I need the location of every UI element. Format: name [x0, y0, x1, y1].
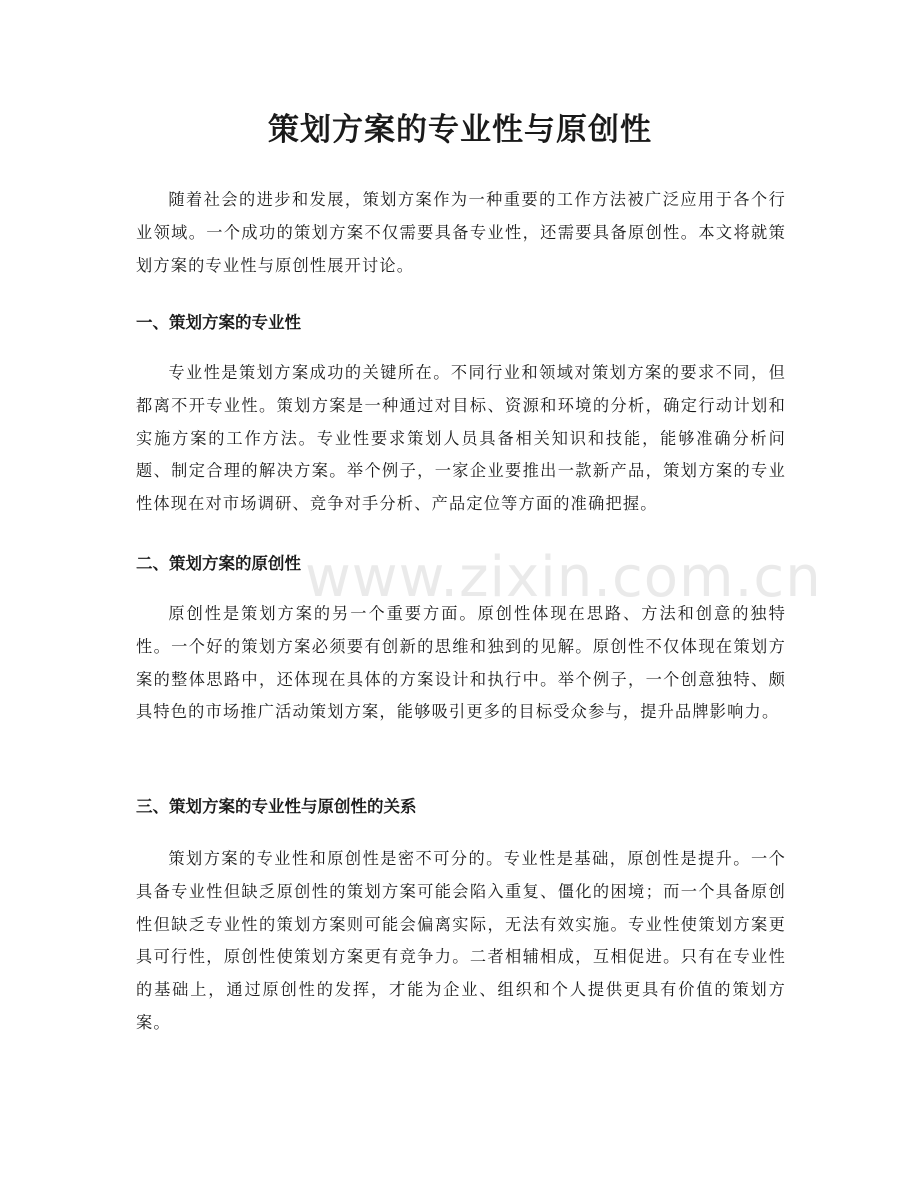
section-2-heading: 二、策划方案的原创性 — [136, 554, 301, 573]
section-1-heading: 一、策划方案的专业性 — [136, 313, 301, 332]
page-title: 策划方案的专业性与原创性 — [268, 112, 652, 148]
section-2-body: 原创性是策划方案的另一个重要方面。原创性体现在思路、方法和创意的独特性。一个好的策划方案必须要有创新的思维和独到的见解。原创性不仅体现在策划方案的整体思路中，还体现在具体的方案设计和执行中。举个例子，一个创意独特、颇具特色的市场推广活动策划方案，能够吸引更多的目标受众参与，提升品牌影响力。 — [136, 604, 786, 722]
intro-paragraph: 随着社会的进步和发展，策划方案作为一种重要的工作方法被广泛应用于各个行业领域。一个成功的策划方案不仅需要具备专业性，还需要具备原创性。本文将就策划方案的专业性与原创性展开讨论。 — [136, 190, 786, 275]
watermark-text: www.zixin.com.cn — [305, 545, 822, 610]
section-3-body: 策划方案的专业性和原创性是密不可分的。专业性是基础，原创性是提升。一个具备专业性但缺乏原创性的策划方案可能会陷入重复、僵化的困境；而一个具备原创性但缺乏专业性的策划方案则可能会偏离实际，无法有效实施。专业性使策划方案更具可行性，原创性使策划方案更有竞争力。二者相辅相成，互相促进。只有在专业性的基础上，通过原创性的发挥，才能为企业、组织和个人提供更具有价值的策划方案。 — [136, 849, 786, 1032]
section-3-heading: 三、策划方案的专业性与原创性的关系 — [136, 797, 417, 816]
section-1-body: 专业性是策划方案成功的关键所在。不同行业和领域对策划方案的要求不同，但都离不开专业性。策划方案是一种通过对目标、资源和环境的分析，确定行动计划和实施方案的工作方法。专业性要求策划人员具备相关知识和技能，能够准确分析问题、制定合理的解决方案。举个例子，一家企业要推出一款新产品，策划方案的专业性体现在对市场调研、竞争对手分析、产品定位等方面的准确把握。 — [136, 363, 786, 514]
